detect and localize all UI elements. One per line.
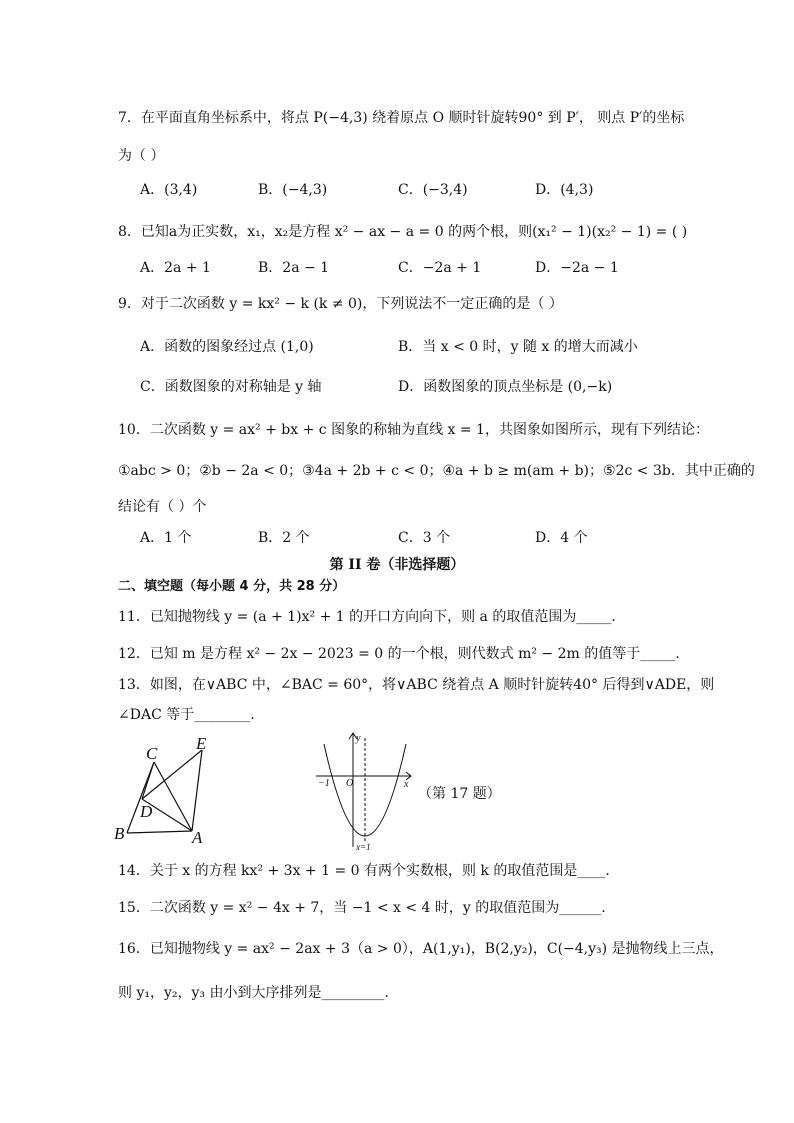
section-fill-in-heading: 二、填空题（每小题 4 分，共 28 分） (118, 579, 346, 594)
edge-ba (127, 831, 192, 833)
symmetry-line-label: x=1 (356, 842, 371, 852)
q7-option-b: B．(−4,3) (258, 182, 328, 198)
edge-ca (154, 762, 192, 831)
q8-option-a: A．2a + 1 (140, 260, 211, 276)
q7-option-a: A．(3,4) (140, 182, 198, 198)
q7-stem-line1: 7．在平面直角坐标系中，将点 P(−4,3) 绕着原点 O 顺时针旋转90° 到 P′， 则点 P′的坐标 (118, 110, 685, 126)
q7-option-d: D．(4,3) (535, 182, 594, 198)
label-e: E (196, 735, 207, 753)
q10-option-a: A．1 个 (140, 530, 192, 546)
q13-stem-line1: 13．如图，在∨ABC 中，∠BAC = 60°，将∨ABC 绕着点 A 顺时针旋转40° 后得到∨ADE，则 (118, 677, 715, 693)
q8-stem: 8．已知a为正实数，x₁，x₂是方程 x² − ax − a = 0 的两个根，则(x₁² − 1)(x₂² − 1) = ( ) (118, 224, 688, 240)
q7-option-c: C．(−3,4) (398, 182, 468, 198)
origin-label: O (346, 778, 354, 789)
q7-stem-line2: 为（ ） (118, 148, 165, 164)
triangle-rotation-figure (112, 735, 222, 847)
label-a: A (192, 828, 203, 847)
y-axis-label: y (356, 733, 361, 744)
label-b: B (114, 824, 125, 843)
q10-stem-line3: 结论有（ ）个 (118, 499, 207, 515)
q9-stem: 9．对于二次函数 y = kx² − k (k ≠ 0)，下列说法不一定正确的是（ ） (118, 296, 563, 312)
parabola-figure (312, 732, 422, 852)
label-c: C (146, 744, 158, 763)
figure-caption: （第 17 题） (418, 786, 501, 802)
q9-option-a: A．函数的图象经过点 (1,0) (140, 339, 314, 355)
q8-option-d: D．−2a − 1 (535, 260, 619, 276)
q14-stem: 14．关于 x 的方程 kx² + 3x + 1 = 0 有两个实数根，则 k 的取值范围是____. (118, 863, 610, 879)
q9-option-d: D．函数图象的顶点坐标是 (0,−k) (398, 379, 613, 395)
q9-option-c: C．函数图象的对称轴是 y 轴 (140, 379, 322, 395)
q10-option-c: C．3 个 (398, 530, 451, 546)
edge-ea (192, 750, 202, 831)
q11-stem: 11．已知抛物线 y = (a + 1)x² + 1 的开口方向向下，则 a 的取值范围为_____. (118, 609, 616, 625)
part2-title: 第 II 卷（非选择题） (329, 557, 465, 573)
q13-stem-line2: ∠DAC 等于________. (118, 707, 255, 723)
q8-option-b: B．2a − 1 (258, 260, 330, 276)
q10-option-d: D．4 个 (535, 530, 588, 546)
q8-option-c: C．−2a + 1 (398, 260, 482, 276)
q9-option-b: B．当 x < 0 时，y 随 x 的增大而减小 (398, 339, 638, 355)
x-axis-label: x (404, 779, 409, 790)
q12-stem: 12．已知 m 是方程 x² − 2x − 2023 = 0 的一个根，则代数式 m² − 2m 的值等于_____. (118, 646, 680, 662)
q16-stem-line1: 16．已知抛物线 y = ax² − 2ax + 3（a > 0），A(1,y₁)，B(2,y₂)，C(−4,y₃) 是抛物线上三点， (118, 941, 724, 957)
q15-stem: 15．二次函数 y = x² − 4x + 7，当 −1 < x < 4 时，y 的取值范围为______. (118, 900, 606, 916)
q10-stem-line1: 10．二次函数 y = ax² + bx + c 图象的称轴为直线 x = 1，共图象如图所示，现有下列结论： (118, 422, 709, 438)
q10-option-b: B．2 个 (258, 530, 310, 546)
minus-one-label: −1 (318, 778, 330, 789)
label-d: D (140, 802, 153, 821)
q10-stem-line2: ①abc > 0；②b − 2a < 0；③4a + 2b + c < 0；④a + b ≥ m(am + b)；⑤2c < 3b．其中正确的 (118, 463, 755, 479)
q16-stem-line2: 则 y₁，y₂，y₃ 由小到大序排列是_________. (118, 985, 389, 1001)
